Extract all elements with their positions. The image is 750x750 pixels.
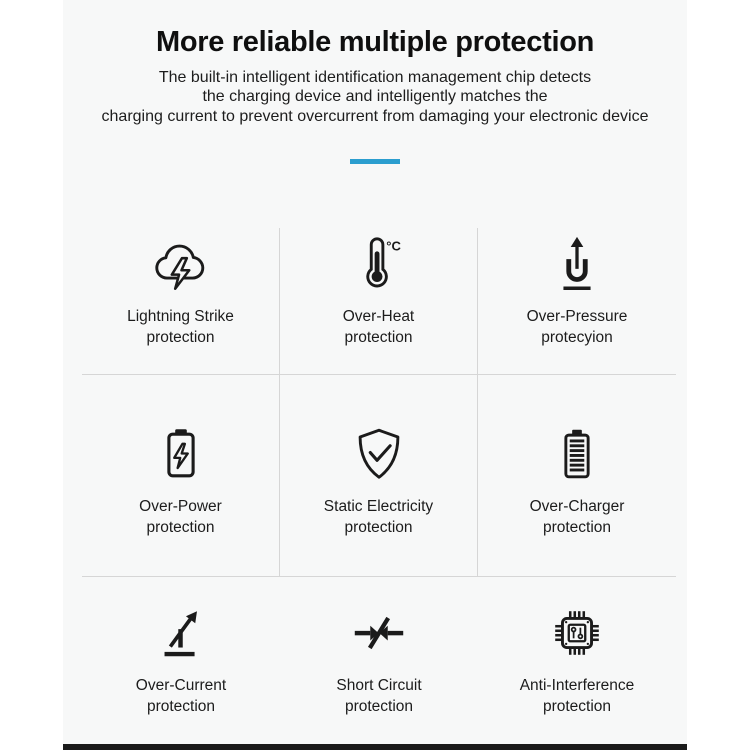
subtitle-line-2: the charging device and intelligently matches the [202,88,548,106]
subtitle-line-3: charging current to prevent overcurrent from damaging your electronic device [101,107,649,125]
battery-charged-icon [546,422,608,486]
accent-divider [350,159,400,164]
header [63,0,687,164]
feature-over-current [82,577,280,744]
feature-anti-interference [478,577,676,744]
feature-label: Static Electricity protection [323,498,434,536]
feature-label: Over-Current protection [135,677,227,715]
feature-over-power [82,375,280,577]
feature-static-electricity [280,375,478,577]
feature-label: Over-Heat protection [342,308,415,346]
shield-check-icon [348,422,410,486]
feature-label: Over-Charger protection [529,498,625,536]
feature-label: Over-Pressure protecyion [526,308,628,346]
feature-over-pressure [478,228,676,375]
feature-label: Short Circuit protection [336,677,422,715]
content-card [63,0,687,744]
subtitle [63,68,687,127]
page-title: More reliable multiple protection [155,26,595,58]
short-circuit-icon [348,601,410,665]
lightning-cloud-icon [150,232,212,296]
bottom-edge-bar [63,744,687,750]
feature-short-circuit [280,577,478,744]
feature-lightning-strike [82,228,280,375]
anti-interference-chip-icon [546,601,608,665]
feature-over-charger [478,375,676,577]
rising-current-arrow-icon [150,601,212,665]
feature-label: Over-Power protection [139,498,222,536]
feature-label: Lightning Strike protection [127,308,234,346]
feature-over-heat [280,228,478,375]
subtitle-line-1: The built-in intelligent identification management chip detects [158,68,592,86]
svg-text:°C: °C [385,238,401,254]
feature-label: Anti-Interference protection [519,677,635,715]
feature-grid [82,228,676,744]
thermometer-celsius-icon [348,232,410,296]
pressure-up-arrow-icon [546,232,608,296]
battery-bolt-icon [150,422,212,486]
